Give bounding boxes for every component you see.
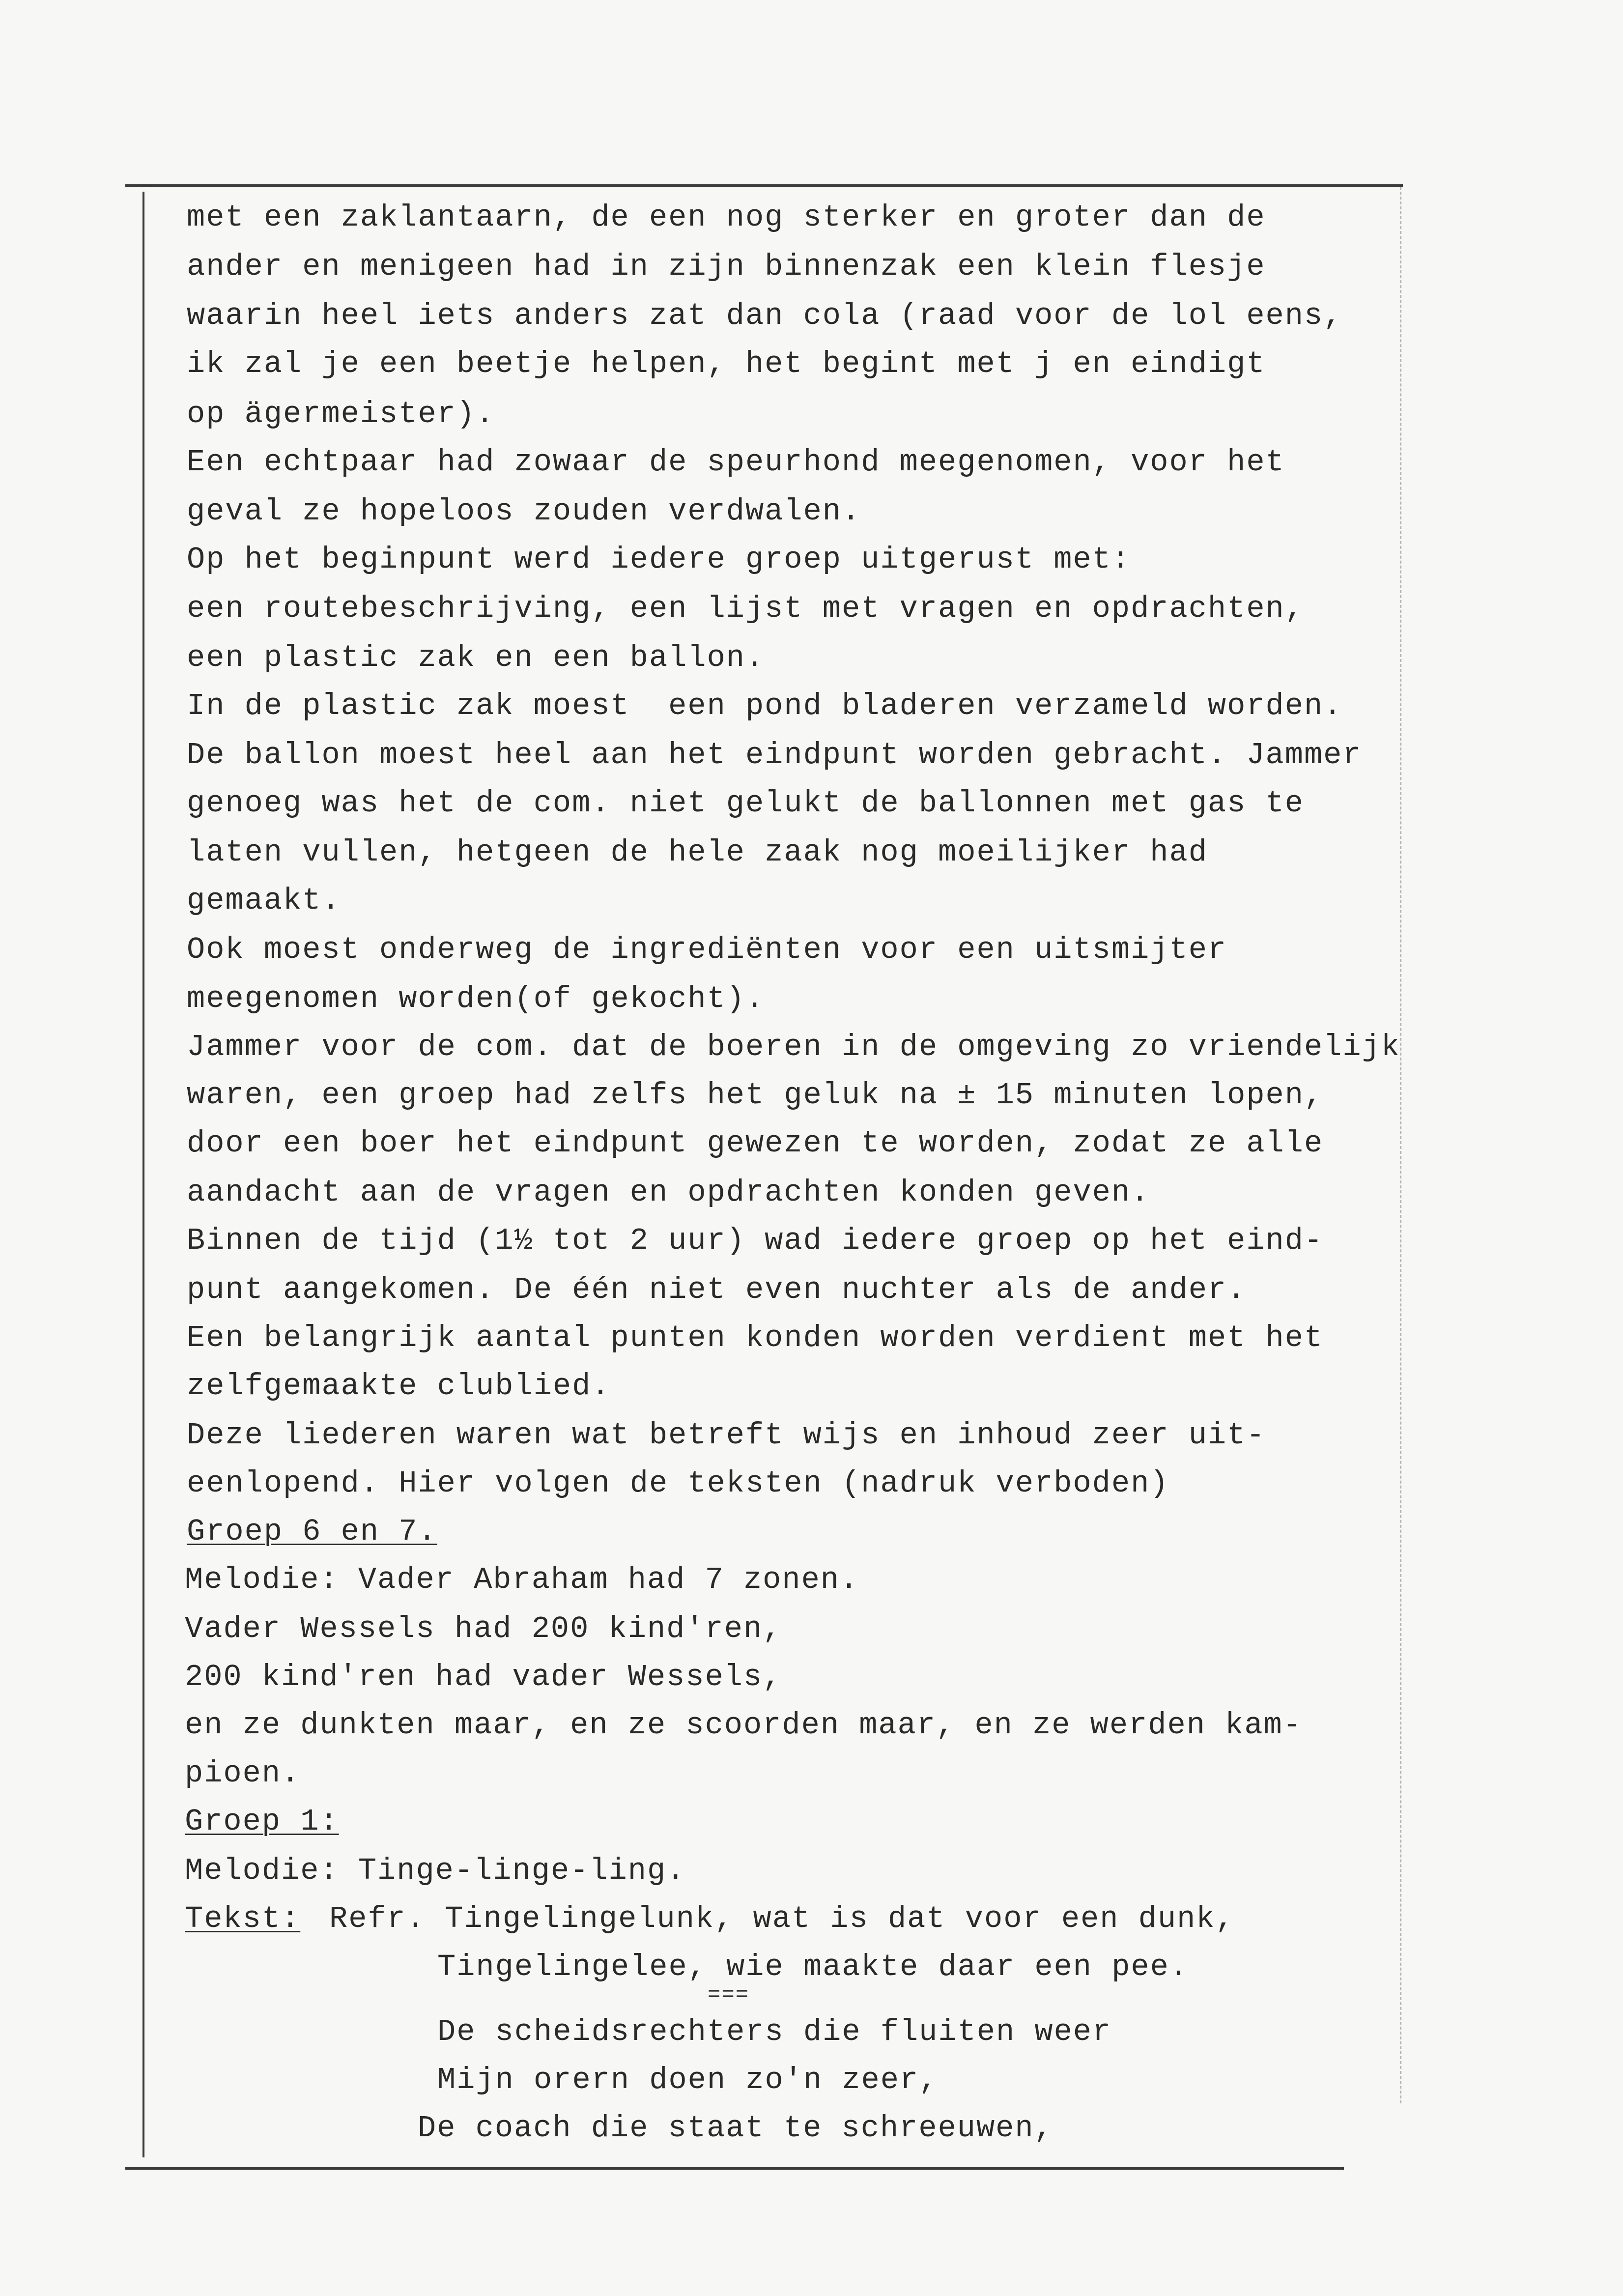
verse-line: De scheidsrechters die fluiten weer [437, 2014, 1112, 2049]
text-line: ander en menigeen had in zijn binnenzak een klein flesje [187, 249, 1266, 284]
text-line: punt aangekomen. De één niet even nuchter als de ander. [187, 1272, 1247, 1307]
text-line: een plastic zak en een ballon. [187, 640, 765, 675]
tekst-label: Tekst: [185, 1901, 301, 1936]
text-line: waarin heel iets anders zat dan cola (raad voor de lol eens, [187, 298, 1343, 333]
section-heading: Groep 1: [185, 1804, 339, 1839]
text-line: meegenomen worden(of gekocht). [187, 981, 765, 1016]
text-line: Melodie: Vader Abraham had 7 zonen. [185, 1562, 859, 1597]
text-line: In de plastic zak moest een pond bladeren verzameld worden. [187, 689, 1343, 723]
text-line: Jammer voor de com. dat de boeren in de omgeving zo vriendelijk [187, 1030, 1400, 1064]
text-line: een routebeschrijving, een lijst met vragen en opdrachten, [187, 591, 1304, 626]
frame-left-rule [142, 192, 144, 2157]
section-heading: Groep 6 en 7. [187, 1514, 437, 1549]
text-line: 200 kind'ren had vader Wessels, [185, 1660, 782, 1694]
text-line: pioen. [185, 1756, 301, 1791]
text-line: door een boer het eindpunt gewezen te worden, zodat ze alle [187, 1126, 1324, 1161]
text-line: zelfgemaakte clublied. [187, 1369, 611, 1404]
text-line: laten vullen, hetgeen de hele zaak nog moeilijker had [187, 835, 1208, 870]
text-line: Deze liederen waren wat betreft wijs en inhoud zeer uit- [187, 1418, 1266, 1453]
refrain-line: Refr. Tingelingelunk, wat is dat voor een dunk, [329, 1901, 1235, 1936]
frame-bottom-rule [125, 2167, 1344, 2170]
text-line: Binnen de tijd (1½ tot 2 uur) wad iedere groep op het eind- [187, 1223, 1324, 1258]
text-line: Ook moest onderweg de ingrediënten voor een uitsmijter [187, 932, 1227, 967]
text-line: Melodie: Tinge-linge-ling. [185, 1853, 686, 1888]
text-line: genoeg was het de com. niet gelukt de ballonnen met gas te [187, 786, 1304, 821]
text-line: Een echtpaar had zowaar de speurhond meegenomen, voor het [187, 445, 1285, 480]
verse-line: De coach die staat te schreeuwen, [418, 2111, 1054, 2146]
frame-right-rule [1400, 187, 1401, 2103]
text-line: eenlopend. Hier volgen de teksten (nadruk verboden) [187, 1466, 1169, 1501]
text-line: ik zal je een beetje helpen, het begint met j en eindigt [187, 346, 1266, 381]
text-line: en ze dunkten maar, en ze scoorden maar, en ze werden kam- [185, 1708, 1302, 1743]
verse-line: Mijn orern doen zo'n zeer, [437, 2063, 939, 2097]
text-line: Op het beginpunt werd iedere groep uitgerust met: [187, 542, 1131, 577]
text-line: op ägermeister). [187, 397, 495, 431]
text-line: waren, een groep had zelfs het geluk na ± 15 minuten lopen, [187, 1078, 1324, 1113]
text-line: Vader Wessels had 200 kind'ren, [185, 1611, 782, 1646]
separator-mark: === [708, 1983, 750, 2008]
frame-top-rule [125, 184, 1403, 187]
text-line: De ballon moest heel aan het eindpunt worden gebracht. Jammer [187, 738, 1362, 773]
text-line: aandacht aan de vragen en opdrachten konden geven. [187, 1175, 1150, 1210]
text-line: Een belangrijk aantal punten konden worden verdient met het [187, 1320, 1324, 1355]
text-line: gemaakt. [187, 883, 341, 918]
refrain-line: Tingelingelee, wie maakte daar een pee. [437, 1950, 1189, 1984]
text-line: geval ze hopeloos zouden verdwalen. [187, 494, 861, 529]
text-line: met een zaklantaarn, de een nog sterker en groter dan de [187, 200, 1266, 235]
